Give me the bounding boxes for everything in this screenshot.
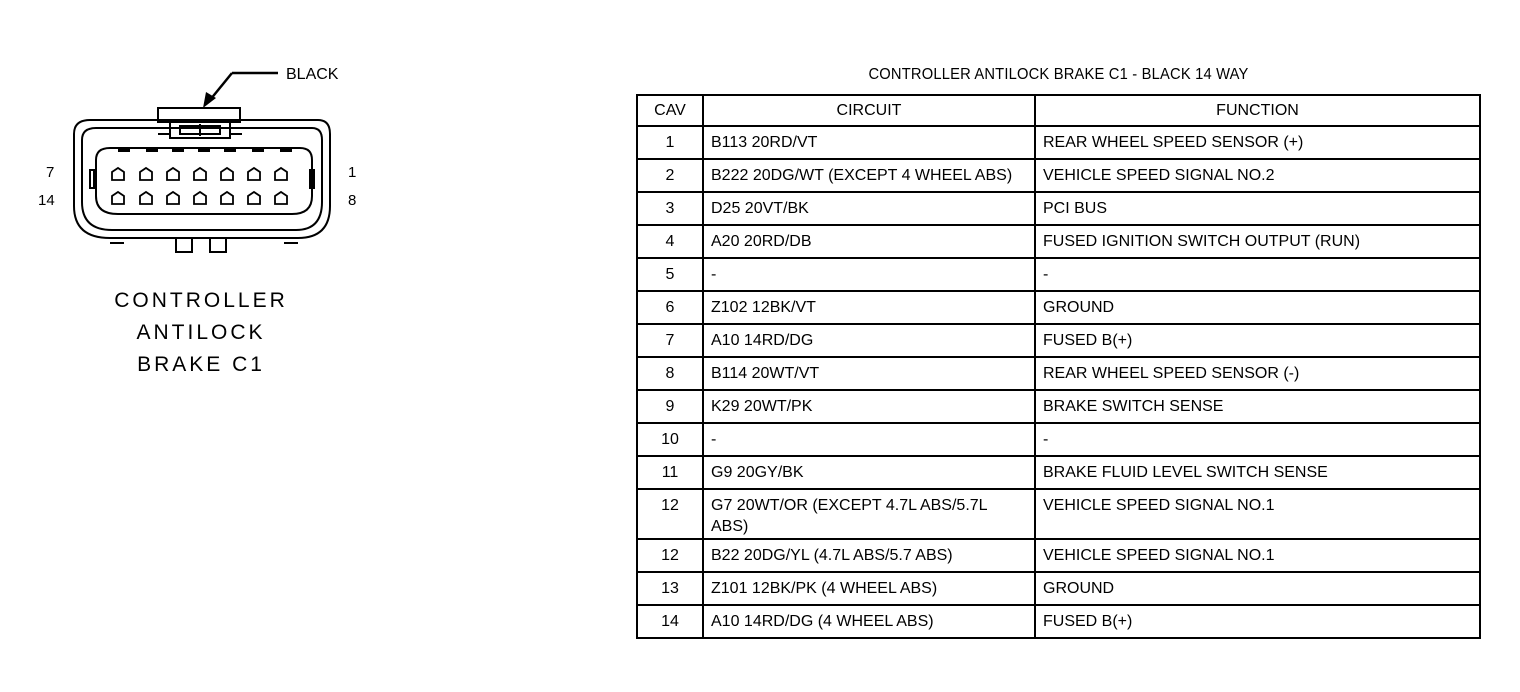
- circuit-cell: A20 20RD/DB: [703, 225, 1035, 258]
- header-function: FUNCTION: [1035, 95, 1480, 126]
- cav-cell: 1: [637, 126, 703, 159]
- circuit-cell: D25 20VT/BK: [703, 192, 1035, 225]
- function-cell: GROUND: [1035, 572, 1480, 605]
- cav-cell: 7: [637, 324, 703, 357]
- circuit-cell: B113 20RD/VT: [703, 126, 1035, 159]
- cav-cell: 4: [637, 225, 703, 258]
- function-cell: BRAKE FLUID LEVEL SWITCH SENSE: [1035, 456, 1480, 489]
- table-row: [637, 456, 1480, 489]
- cav-cell: 14: [637, 605, 703, 638]
- function-cell: BRAKE SWITCH SENSE: [1035, 390, 1480, 423]
- cav-cell: 12: [637, 539, 703, 572]
- caption-line-3: BRAKE C1: [137, 353, 265, 376]
- connector-diagram: [0, 0, 400, 400]
- caption-line-1: CONTROLLER: [114, 289, 288, 312]
- pin-row-top: [112, 168, 287, 180]
- cav-cell: 8: [637, 357, 703, 390]
- circuit-cell: Z102 12BK/VT: [703, 291, 1035, 324]
- cav-cell: 11: [637, 456, 703, 489]
- function-cell: FUSED B(+): [1035, 605, 1480, 638]
- callout-arrow: [203, 73, 278, 108]
- circuit-cell: B114 20WT/VT: [703, 357, 1035, 390]
- cav-cell: 3: [637, 192, 703, 225]
- cav-cell: 9: [637, 390, 703, 423]
- header-circuit: CIRCUIT: [703, 95, 1035, 126]
- function-cell: VEHICLE SPEED SIGNAL NO.1: [1035, 489, 1480, 539]
- circuit-cell: A10 14RD/DG (4 WHEEL ABS): [703, 605, 1035, 638]
- cav-cell: 5: [637, 258, 703, 291]
- table-row: [637, 390, 1480, 423]
- pin-row-bottom: [112, 192, 287, 204]
- header-cav: CAV: [637, 95, 703, 126]
- table-row: [637, 225, 1480, 258]
- table-row: [637, 126, 1480, 159]
- table-row: [637, 357, 1480, 390]
- pin-label-top-right: 1: [348, 164, 357, 181]
- caption-line-2: ANTILOCK: [136, 321, 266, 344]
- table-row: [637, 539, 1480, 572]
- pin-label-bottom-left: 14: [38, 192, 55, 209]
- cav-cell: 6: [637, 291, 703, 324]
- table-row: [637, 159, 1480, 192]
- circuit-cell: B22 20DG/YL (4.7L ABS/5.7 ABS): [703, 539, 1035, 572]
- circuit-cell: -: [703, 258, 1035, 291]
- circuit-cell: Z101 12BK/PK (4 WHEEL ABS): [703, 572, 1035, 605]
- table-row: [637, 192, 1480, 225]
- cav-cell: 12: [637, 489, 703, 539]
- cav-cell: 13: [637, 572, 703, 605]
- table-row: [637, 324, 1480, 357]
- table-row: [637, 258, 1480, 291]
- function-cell: REAR WHEEL SPEED SENSOR (+): [1035, 126, 1480, 159]
- pin-label-top-left: 7: [46, 164, 55, 181]
- callout-label: BLACK: [286, 66, 339, 83]
- circuit-cell: -: [703, 423, 1035, 456]
- function-cell: VEHICLE SPEED SIGNAL NO.1: [1035, 539, 1480, 572]
- circuit-cell: A10 14RD/DG: [703, 324, 1035, 357]
- cav-cell: 10: [637, 423, 703, 456]
- circuit-cell: K29 20WT/PK: [703, 390, 1035, 423]
- circuit-cell: B222 20DG/WT (EXCEPT 4 WHEEL ABS): [703, 159, 1035, 192]
- cav-cell: 2: [637, 159, 703, 192]
- function-cell: REAR WHEEL SPEED SENSOR (-): [1035, 357, 1480, 390]
- function-cell: -: [1035, 423, 1480, 456]
- table-row: [637, 489, 1480, 539]
- table-row: [637, 423, 1480, 456]
- circuit-cell: G9 20GY/BK: [703, 456, 1035, 489]
- function-cell: GROUND: [1035, 291, 1480, 324]
- table-title: CONTROLLER ANTILOCK BRAKE C1 - BLACK 14 WAY: [868, 66, 1249, 83]
- table-header-row: [637, 95, 1480, 126]
- table-row: [637, 572, 1480, 605]
- connector-caption: [114, 289, 288, 376]
- pinout-table: [636, 94, 1481, 639]
- function-cell: FUSED B(+): [1035, 324, 1480, 357]
- table-row: [637, 291, 1480, 324]
- function-cell: VEHICLE SPEED SIGNAL NO.2: [1035, 159, 1480, 192]
- pin-label-bottom-right: 8: [348, 192, 357, 209]
- function-cell: PCI BUS: [1035, 192, 1480, 225]
- function-cell: FUSED IGNITION SWITCH OUTPUT (RUN): [1035, 225, 1480, 258]
- function-cell: -: [1035, 258, 1480, 291]
- table-row: [637, 605, 1480, 638]
- circuit-cell: G7 20WT/OR (EXCEPT 4.7L ABS/5.7L ABS): [703, 489, 1035, 539]
